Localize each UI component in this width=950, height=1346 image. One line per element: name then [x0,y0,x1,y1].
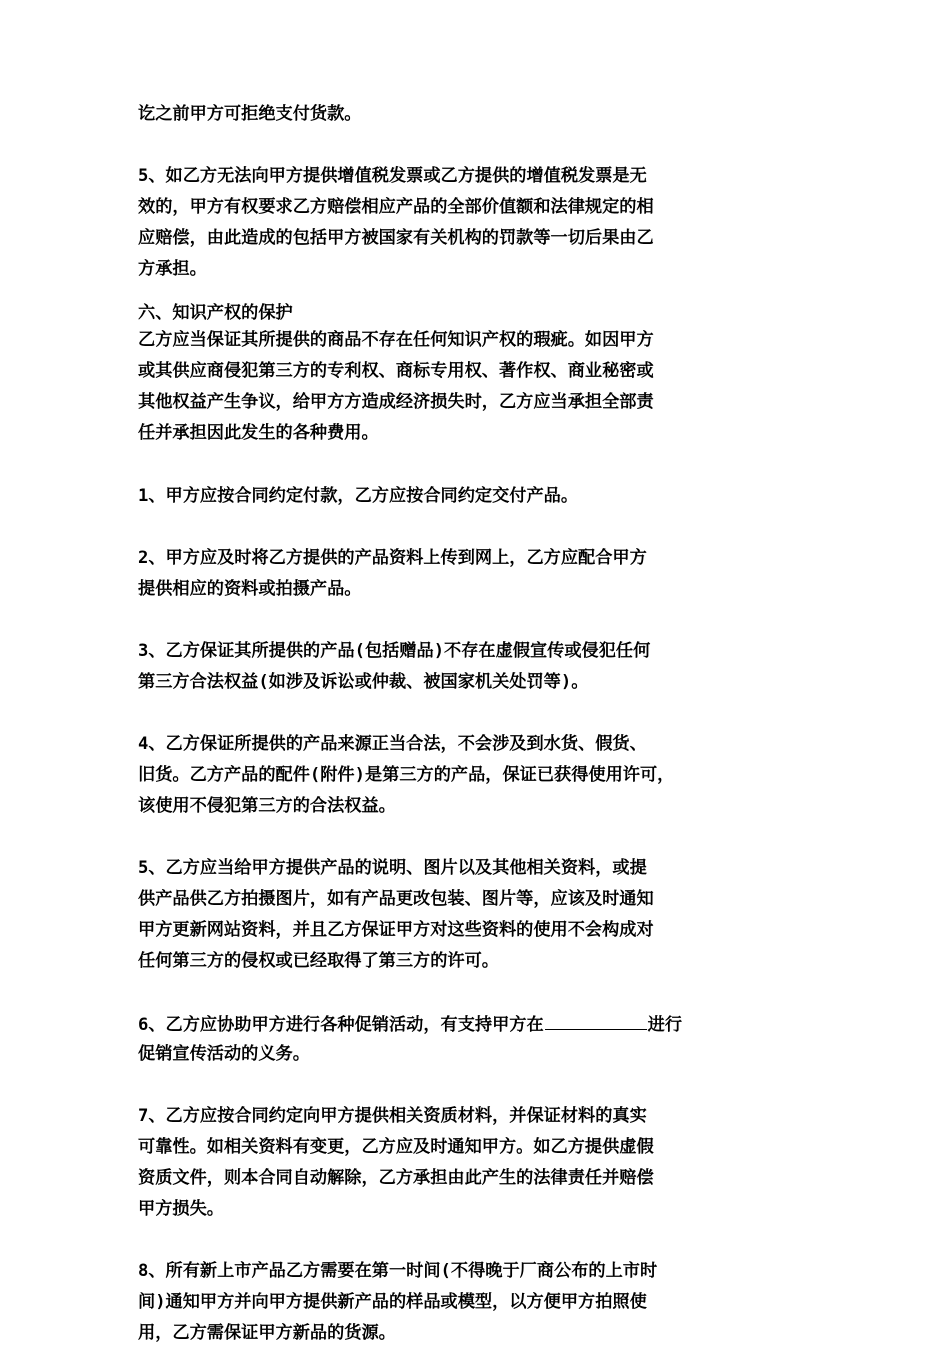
text-line: 1、甲方应按合同约定付款，乙方应按合同约定交付产品。 [138,486,579,506]
fill-in-blank[interactable] [545,1010,647,1030]
text-fragment: 6、乙方应协助甲方进行各种促销活动，有支持甲方在 [138,1015,544,1035]
text-line: 用，乙方需保证甲方新品的货源。 [138,1323,396,1343]
text-line: 任何第三方的侵权或已经取得了第三方的许可。 [138,951,499,971]
text-line: 4、乙方保证所提供的产品来源正当合法，不会涉及到水货、假货、 [138,734,647,754]
text-line: 甲方损失。 [138,1199,224,1219]
text-line: 促销宣传活动的义务。 [138,1044,310,1064]
text-line: 甲方更新网站资料，并且乙方保证甲方对这些资料的使用不会构成对 [138,920,654,940]
text-line: 资质文件，则本合同自动解除，乙方承担由此产生的法律责任并赔偿 [138,1168,654,1188]
text-line: 任并承担因此发生的各种费用。 [138,423,379,443]
text-line: 应赔偿，由此造成的包括甲方被国家有关机构的罚款等一切后果由乙 [138,228,654,248]
section-heading: 六、知识产权的保护 [138,303,293,323]
text-line: 可靠性。如相关资料有变更，乙方应及时通知甲方。如乙方提供虚假 [138,1137,654,1157]
text-line: 3、乙方保证其所提供的产品(包括赠品)不存在虚假宣传或侵犯任何 [138,641,651,661]
text-line: 或其供应商侵犯第三方的专利权、商标专用权、著作权、商业秘密或 [138,361,654,381]
text-line: 5、乙方应当给甲方提供产品的说明、图片以及其他相关资料，或提 [138,858,647,878]
text-line: 该使用不侵犯第三方的合法权益。 [138,796,396,816]
text-line: 方承担。 [138,259,207,279]
text-line: 5、如乙方无法向甲方提供增值税发票或乙方提供的增值税发票是无 [138,166,647,186]
text-line: 7、乙方应按合同约定向甲方提供相关资质材料，并保证材料的真实 [138,1106,647,1126]
text-line: 间)通知甲方并向甲方提供新产品的样品或模型，以方便甲方拍照使 [138,1292,647,1312]
text-line: 讫之前甲方可拒绝支付货款。 [138,104,362,124]
text-line: 2、甲方应及时将乙方提供的产品资料上传到网上，乙方应配合甲方 [138,548,647,568]
text-line: 第三方合法权益(如涉及诉讼或仲裁、被国家机关处罚等)。 [138,672,589,692]
text-line: 效的，甲方有权要求乙方赔偿相应产品的全部价值额和法律规定的相 [138,197,654,217]
text-line: 乙方应当保证其所提供的商品不存在任何知识产权的瑕疵。如因甲方 [138,330,654,350]
text-line: 旧货。乙方产品的配件(附件)是第三方的产品，保证已获得使用许可， [138,765,675,785]
text-line: 提供相应的资料或拍摄产品。 [138,579,362,599]
text-line: 其他权益产生争议，给甲方方造成经济损失时，乙方应当承担全部责 [138,392,654,412]
text-line: 供产品供乙方拍摄图片，如有产品更改包装、图片等，应该及时通知 [138,889,654,909]
text-line: 8、所有新上市产品乙方需要在第一时间(不得晚于厂商公布的上市时 [138,1261,658,1281]
text-line [138,1010,682,1036]
text-fragment: 进行 [647,1015,683,1035]
